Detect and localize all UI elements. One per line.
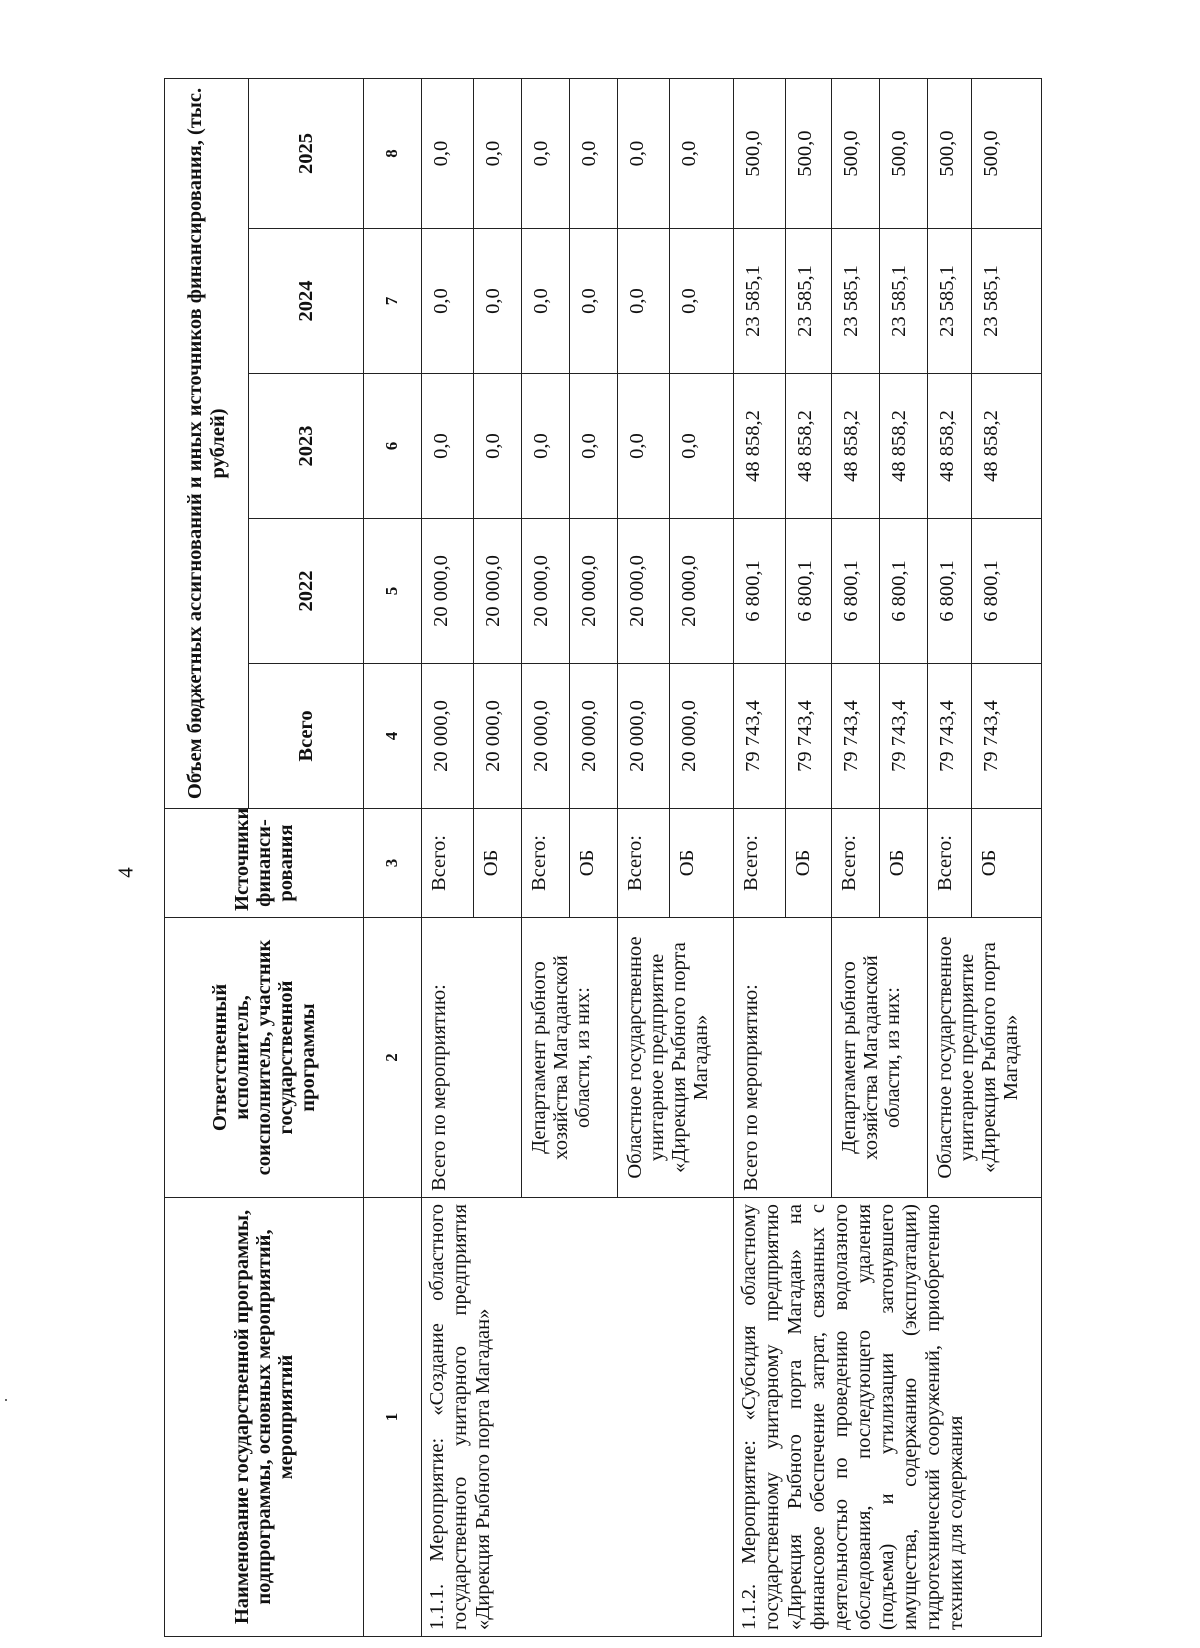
source-cell: ОБ [670, 809, 734, 918]
value-2024: 23 585,1 [880, 229, 928, 374]
value-2025: 0,0 [670, 78, 734, 228]
source-cell: Всего: [618, 809, 670, 918]
column-number: 7 [364, 229, 422, 374]
measure-2-executor-enterprise: Областное государственное унитарное предприятие «Дирекция Рыбного порта Магадан» [928, 918, 1042, 1198]
source-cell: Всего: [522, 809, 570, 918]
rotated-page [164, 79, 1041, 1637]
measure-2-executor-total: Всего по мероприятию: [734, 918, 832, 1198]
source-cell: Всего: [734, 809, 786, 918]
source-cell: Всего: [422, 809, 474, 918]
column-number: 1 [364, 1198, 422, 1637]
header-2025: 2025 [249, 78, 364, 228]
value-total: 20 000,0 [522, 664, 570, 809]
value-total: 20 000,0 [618, 664, 670, 809]
value-2023: 0,0 [570, 374, 618, 519]
value-2024: 23 585,1 [832, 229, 880, 374]
measure-2-executor-department: Департамент рыбного хозяйства Магаданской области, из них: [832, 918, 928, 1198]
column-number: 6 [364, 374, 422, 519]
value-2025: 500,0 [928, 78, 972, 228]
value-total: 79 743,4 [972, 664, 1042, 809]
value-2022: 6 800,1 [786, 519, 832, 664]
value-2022: 20 000,0 [618, 519, 670, 664]
header-funding-group: Объем бюджетных ассигнований и иных источников финансирования, (тыс. рублей) [165, 78, 249, 808]
value-2025: 0,0 [474, 78, 522, 228]
value-total: 20 000,0 [570, 664, 618, 809]
value-2024: 0,0 [422, 229, 474, 374]
value-2023: 0,0 [618, 374, 670, 519]
value-total: 20 000,0 [670, 664, 734, 809]
scan-artifact-dot [5, 1399, 7, 1401]
value-2024: 23 585,1 [972, 229, 1042, 374]
value-2023: 0,0 [422, 374, 474, 519]
value-2025: 0,0 [570, 78, 618, 228]
value-2023: 0,0 [474, 374, 522, 519]
source-cell: ОБ [786, 809, 832, 918]
column-number: 8 [364, 78, 422, 228]
value-2025: 500,0 [832, 78, 880, 228]
value-2022: 6 800,1 [972, 519, 1042, 664]
source-cell: Всего: [928, 809, 972, 918]
value-2024: 23 585,1 [734, 229, 786, 374]
header-executor: Ответственный исполнитель, соисполнитель, участник государственной программы [165, 918, 364, 1198]
source-cell: Всего: [832, 809, 880, 918]
value-2022: 20 000,0 [474, 519, 522, 664]
value-2022: 20 000,0 [422, 519, 474, 664]
column-number: 5 [364, 519, 422, 664]
value-2022: 20 000,0 [522, 519, 570, 664]
value-2024: 23 585,1 [786, 229, 832, 374]
value-2025: 0,0 [522, 78, 570, 228]
value-2023: 48 858,2 [786, 374, 832, 519]
value-2022: 6 800,1 [734, 519, 786, 664]
header-2023: 2023 [249, 374, 364, 519]
measure-1-executor-enterprise: Областное государственное унитарное предприятие «Дирекция Рыбного порта Магадан» [618, 918, 734, 1198]
page-number: 4 [113, 867, 138, 878]
table-row [734, 78, 786, 1636]
column-number: 2 [364, 918, 422, 1198]
header-total: Всего [249, 664, 364, 809]
value-total: 79 743,4 [832, 664, 880, 809]
value-total: 20 000,0 [422, 664, 474, 809]
value-2024: 0,0 [570, 229, 618, 374]
measure-1-name: 1.1.1. Мероприятие: «Создание областного государственного унитарного предприятия «Дирекция Рыбного порта Магадан» [422, 1198, 734, 1637]
value-2023: 48 858,2 [928, 374, 972, 519]
source-cell: ОБ [474, 809, 522, 918]
budget-table [164, 78, 1042, 1637]
column-number-row [364, 78, 422, 1636]
value-total: 20 000,0 [474, 664, 522, 809]
value-2022: 20 000,0 [670, 519, 734, 664]
value-2024: 0,0 [474, 229, 522, 374]
value-total: 79 743,4 [786, 664, 832, 809]
column-number: 3 [364, 809, 422, 918]
header-program-name: Наименование государственной программы, подпрограммы, основных мероприятий, мероприятий [165, 1198, 364, 1637]
value-2023: 48 858,2 [734, 374, 786, 519]
value-2022: 6 800,1 [928, 519, 972, 664]
table-row [422, 78, 474, 1636]
column-number: 4 [364, 664, 422, 809]
value-2025: 500,0 [972, 78, 1042, 228]
value-2022: 20 000,0 [570, 519, 618, 664]
value-2023: 48 858,2 [832, 374, 880, 519]
value-2022: 6 800,1 [880, 519, 928, 664]
source-cell: ОБ [880, 809, 928, 918]
measure-1-executor-department: Департамент рыбного хозяйства Магаданской области, из них: [522, 918, 618, 1198]
value-2023: 48 858,2 [972, 374, 1042, 519]
value-total: 79 743,4 [880, 664, 928, 809]
value-total: 79 743,4 [734, 664, 786, 809]
value-total: 79 743,4 [928, 664, 972, 809]
source-cell: ОБ [570, 809, 618, 918]
value-2023: 48 858,2 [880, 374, 928, 519]
header-funding-source: Источники финанси-рования [165, 809, 364, 918]
header-2022: 2022 [249, 519, 364, 664]
value-2024: 0,0 [670, 229, 734, 374]
value-2025: 500,0 [880, 78, 928, 228]
value-2024: 0,0 [522, 229, 570, 374]
value-2022: 6 800,1 [832, 519, 880, 664]
measure-2-name: 1.1.2. Мероприятие: «Субсидия областному государственному унитарному предприятию «Дирекция Рыбного порта Магадан» на финансовое обеспечение затрат, связанных с деятельностью по проведению водолазного обследования, последующего удаления (подъема) и утилизации затонувшего имущества, содержанию (эксплуатации) гидротехнический сооружений, приобретению техники для содержания [734, 1198, 1042, 1637]
value-2024: 23 585,1 [928, 229, 972, 374]
value-2025: 0,0 [422, 78, 474, 228]
value-2023: 0,0 [522, 374, 570, 519]
value-2024: 0,0 [618, 229, 670, 374]
value-2025: 500,0 [786, 78, 832, 228]
header-2024: 2024 [249, 229, 364, 374]
value-2025: 0,0 [618, 78, 670, 228]
value-2025: 500,0 [734, 78, 786, 228]
source-cell: ОБ [972, 809, 1042, 918]
measure-1-executor-total: Всего по мероприятию: [422, 918, 522, 1198]
value-2023: 0,0 [670, 374, 734, 519]
